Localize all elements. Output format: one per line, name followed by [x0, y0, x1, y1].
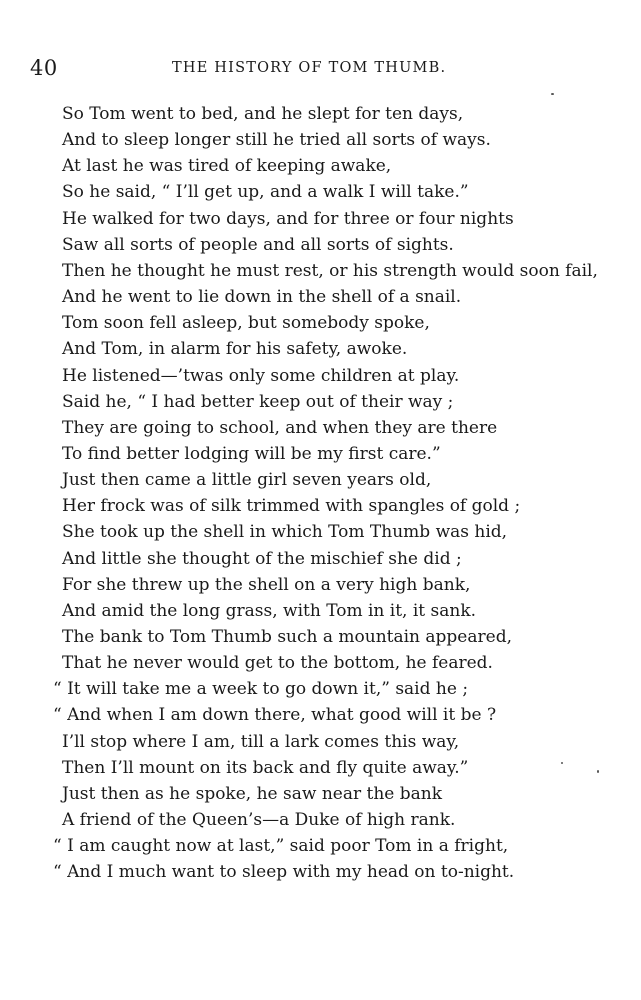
- poem-line: And Tom, in alarm for his safety, awoke.: [62, 339, 408, 360]
- poem-line: So Tom went to bed, and he slept for ten days,: [62, 104, 464, 124]
- poem-line: They are going to school, and when they are there: [62, 417, 498, 438]
- poem-line: Her frock was of silk trimmed with spangles of gold ;: [62, 496, 521, 517]
- poem-line: “ I am caught now at last,” said poor Tom in a fright,: [53, 836, 509, 857]
- poem-line: So he said, “ I’ll get up, and a walk I will take.”: [62, 182, 469, 203]
- poem-line: “ And when I am down there, what good will it be ?: [53, 705, 497, 726]
- page-number: 40: [30, 56, 58, 80]
- poem-line: “ It will take me a week to go down it,” said he ;: [53, 679, 469, 700]
- poem-line: Just then as he spoke, he saw near the bank: [62, 783, 443, 804]
- poem-line: For she threw up the shell on a very high bank,: [62, 574, 471, 595]
- poem-line: Saw all sorts of people and all sorts of sights.: [62, 234, 454, 255]
- poem-line: The bank to Tom Thumb such a mountain appeared,: [62, 627, 512, 647]
- poem-line: That he never would get to the bottom, he feared.: [62, 653, 493, 674]
- poem-line: He listened—’twas only some children at play.: [62, 365, 460, 386]
- poem-line: And amid the long grass, with Tom in it, it sank.: [62, 600, 477, 621]
- poem-line: A friend of the Queen’s—a Duke of high rank.: [62, 810, 456, 831]
- poem-line: I’ll stop where I am, till a lark comes this way,: [62, 731, 460, 752]
- poem-line: Then he thought he must rest, or his strength would soon fail,: [62, 260, 598, 281]
- ink-speck: [551, 93, 554, 95]
- page-header: [0, 56, 641, 86]
- poem-line: To find better lodging will be my first care.”: [62, 443, 441, 464]
- poem-line: Said he, “ I had better keep out of their way ;: [62, 391, 454, 412]
- ink-speck: [597, 770, 599, 773]
- poem-line: And to sleep longer still he tried all sorts of ways.: [62, 130, 491, 151]
- poem-line: Then I’ll mount on its back and fly quite away.”: [62, 757, 469, 778]
- ink-speck: [561, 762, 563, 764]
- poem-line: At last he was tired of keeping awake,: [62, 156, 392, 177]
- poem-line: Tom soon fell asleep, but somebody spoke,: [62, 313, 430, 334]
- poem-line: Just then came a little girl seven years old,: [62, 470, 432, 491]
- poem-line: “ And I much want to sleep with my head on to-night.: [53, 862, 515, 883]
- poem-line: She took up the shell in which Tom Thumb was hid,: [62, 522, 508, 543]
- poem-line: And he went to lie down in the shell of a snail.: [62, 287, 462, 308]
- poem-line: And little she thought of the mischief she did ;: [62, 548, 462, 569]
- poem-line: He walked for two days, and for three or four nights: [62, 208, 514, 229]
- running-title: THE HISTORY OF TOM THUMB.: [172, 60, 447, 76]
